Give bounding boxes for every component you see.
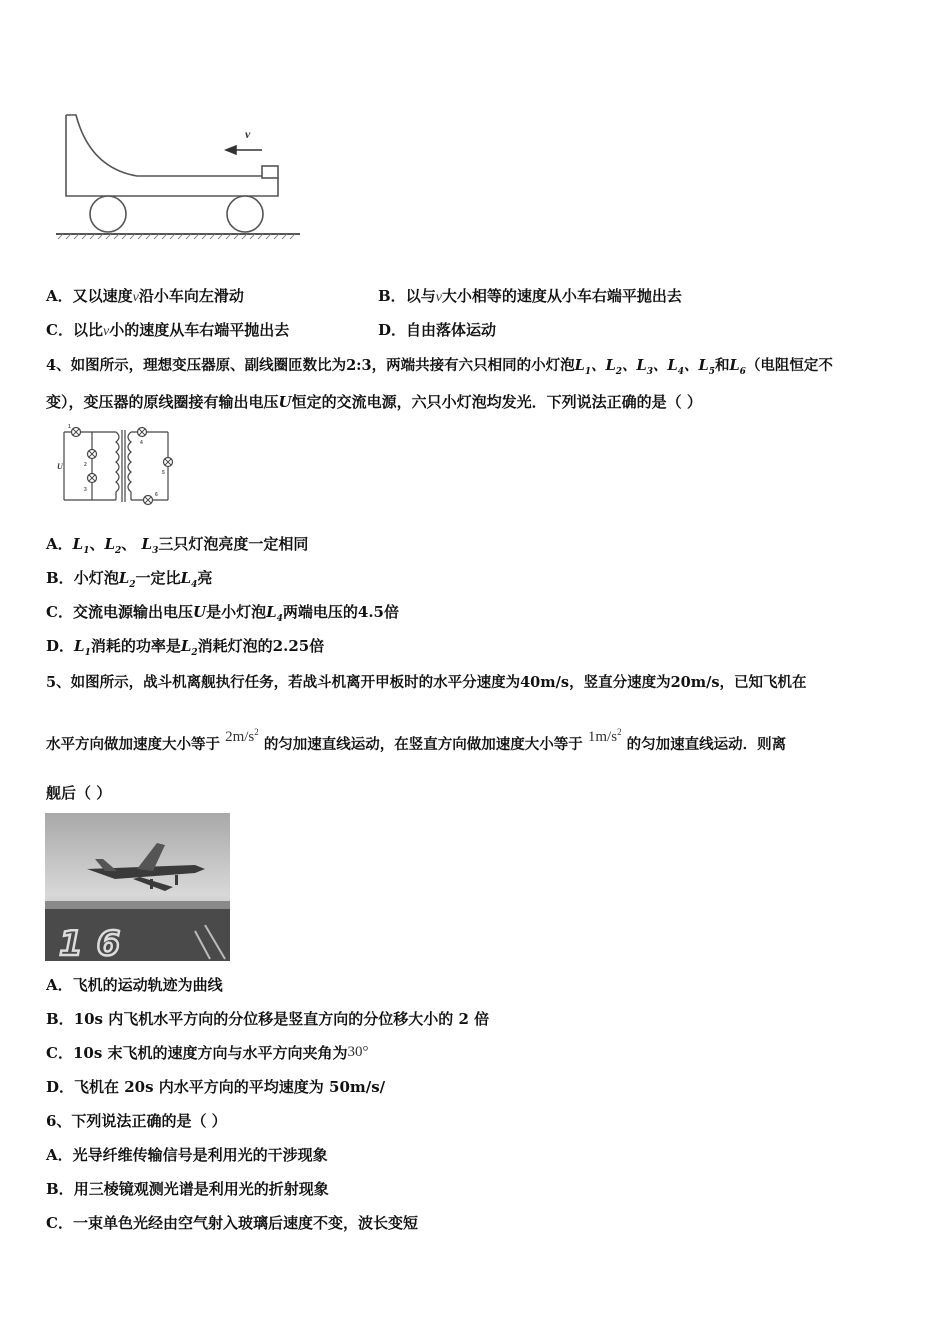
q6-option-c[interactable]: C．一束单色光经由空气射入玻璃后速度不变，波长变短 — [46, 1214, 418, 1232]
q3-option-b[interactable]: B．以与v大小相等的速度从小车右端平抛出去 — [378, 287, 682, 305]
cart-figure — [52, 108, 302, 243]
q5-stem-line2: 水平方向做加速度大小等于 $2m/s^2$ 的匀加速直线运动，在竖直方向做加速度大小等于 $1m/s^2$ 的匀加速直线运动．则离 — [46, 727, 787, 753]
q4-option-b[interactable]: B．小灯泡$L_2$一定比$L_4$亮 — [46, 569, 213, 590]
deck-marking: 16 — [59, 924, 135, 961]
q4-stem-line1: 4、如图所示，理想变压器原、副线圈匝数比为2:3，两端共接有六只相同的小灯泡$L_1$、$L_2$、$L_3$、$L_4$、$L_5$和$L_6$（电阻恒定不 — [46, 357, 833, 377]
transformer-circuit-figure — [56, 424, 176, 506]
bulb-number-6: 6 — [155, 492, 158, 498]
q5-option-a[interactable]: A．飞机的运动轨迹为曲线 — [46, 976, 223, 994]
q5-stem-line1: 5、如图所示，战斗机离舰执行任务，若战斗机离开甲板时的水平分速度为40m/s，竖直分速度为20m/s，已知飞机在 — [46, 674, 807, 691]
q4-option-d[interactable]: D．$L_1$消耗的功率是$L_2$消耗灯泡的2.25倍 — [46, 637, 325, 658]
velocity-label: v — [245, 127, 251, 141]
bulb-number-1: 1 — [68, 424, 71, 430]
q5-stem-line3: 舰后（ ） — [46, 784, 112, 802]
q5-option-b[interactable]: B．10s 内飞机水平方向的分位移是竖直方向的分位移大小的 2 倍 — [46, 1010, 490, 1028]
source-voltage-label: U — [57, 462, 63, 471]
q3-option-a[interactable]: A．又以速度v沿小车向左滑动 — [46, 287, 244, 305]
bulb-number-3: 3 — [84, 487, 87, 493]
q4-bulbs-list: $L_1$、$L_2$、$L_3$、$L_4$、$L_5$和$L_6$ — [574, 357, 746, 377]
acceleration-horizontal: $2m/s^2$ — [225, 727, 259, 745]
q4-stem-line2: 变），变压器的原线圈接有输出电压U恒定的交流电源，六只小灯泡均发光．下列说法正确的是（ ） — [46, 393, 702, 411]
q3-option-d[interactable]: D．自由落体运动 — [378, 321, 497, 339]
q6-option-b[interactable]: B．用三棱镜观测光谱是利用光的折射现象 — [46, 1180, 329, 1198]
acceleration-vertical: $1m/s^2$ — [587, 727, 622, 745]
q6-option-a[interactable]: A．光导纤维传输信号是利用光的干涉现象 — [46, 1146, 328, 1164]
q5-option-c[interactable]: C．10s 末飞机的速度方向与水平方向夹角为30° — [46, 1044, 369, 1062]
bulb-number-4: 4 — [140, 440, 143, 446]
bulb-number-5: 5 — [162, 470, 165, 476]
q6-stem: 6、下列说法正确的是（ ） — [46, 1112, 227, 1130]
q5-option-d[interactable]: D．飞机在 20s 内水平方向的平均速度为 50m/s/ — [46, 1078, 386, 1096]
q3-option-c[interactable]: C．以比v小的速度从车右端平抛出去 — [46, 321, 290, 339]
fighter-jet-photo — [45, 813, 230, 961]
q4-option-c[interactable]: C．交流电源输出电压U是小灯泡$L_4$两端电压的4.5倍 — [46, 603, 399, 624]
bulb-number-2: 2 — [84, 462, 87, 468]
q4-option-a[interactable]: A．$L_1$、$L_2$、 $L_3$三只灯泡亮度一定相同 — [46, 535, 309, 556]
velocity-arrow — [226, 146, 262, 154]
